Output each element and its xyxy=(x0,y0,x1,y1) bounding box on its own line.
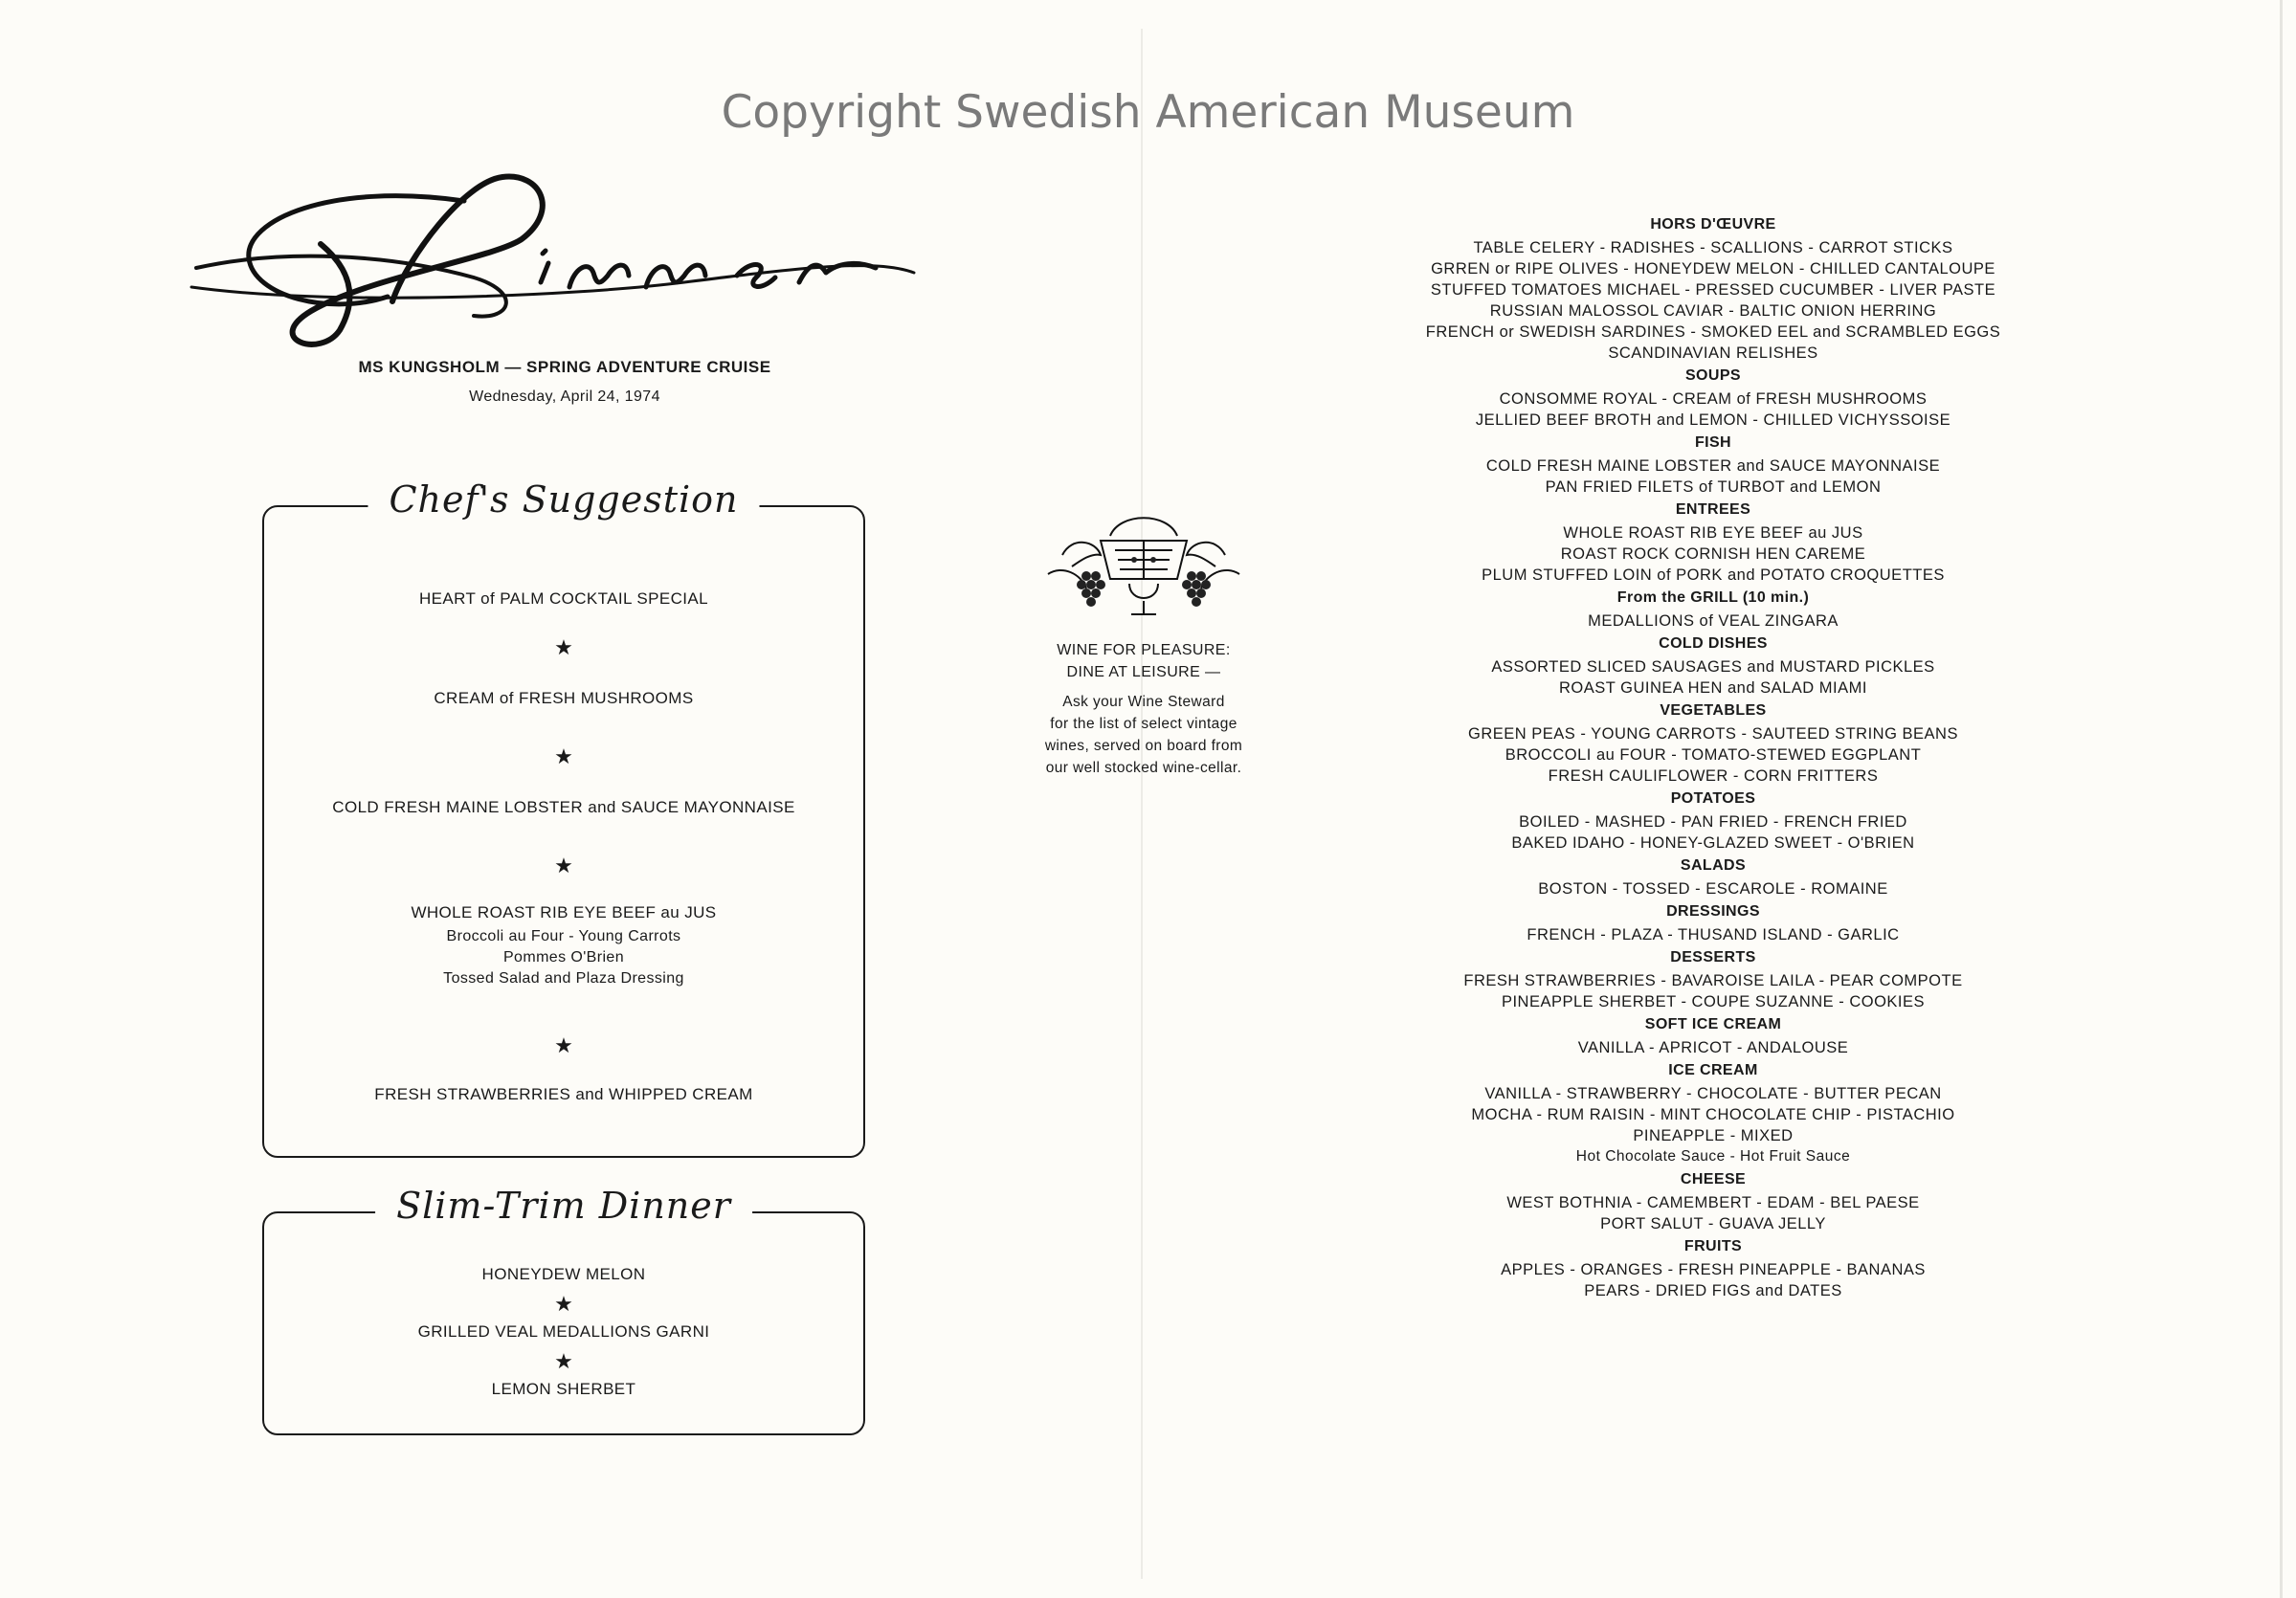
chefs-suggestion-box xyxy=(262,478,865,1158)
paper-edge xyxy=(2280,0,2283,1598)
menu-section xyxy=(1388,1234,2039,1301)
page-fold xyxy=(1141,29,1143,1579)
chefs-suggestion-title: Chef's Suggestion xyxy=(368,478,759,521)
chef-course-fish: COLD FRESH MAINE LOBSTER and SAUCE MAYONNAISE xyxy=(332,798,795,816)
menu-item-line: BOSTON - TOSSED - ESCAROLE - ROMAINE xyxy=(1538,880,1888,898)
star-icon: ★ xyxy=(554,1292,573,1316)
menu-date: Wednesday, April 24, 1974 xyxy=(469,388,660,405)
menu-item-line: BOILED - MASHED - PAN FRIED - FRENCH FRIED xyxy=(1519,813,1907,831)
menu-item-line: PINEAPPLE - MIXED xyxy=(1633,1127,1794,1144)
menu-item-line: Hot Chocolate Sauce - Hot Fruit Sauce xyxy=(1575,1148,1851,1165)
menu-item-line: ROAST GUINEA HEN and SALAD MIAMI xyxy=(1559,679,1867,697)
menu-section-heading: HORS D'ŒUVRE xyxy=(1650,216,1776,233)
menu-item-line: BROCCOLI au FOUR - TOMATO-STEWED EGGPLANT xyxy=(1505,746,1922,764)
wine-heading-line: WINE FOR PLEASURE: xyxy=(1057,642,1231,658)
menu-item-line: PAN FRIED FILETS of TURBOT and LEMON xyxy=(1545,478,1882,496)
menu-section xyxy=(1388,498,2039,586)
menu-section xyxy=(1388,787,2039,854)
slim-trim-box xyxy=(262,1185,865,1435)
wine-note-line: for the list of select vintage xyxy=(1050,716,1237,732)
chef-course-appetizer: HEART of PALM COCKTAIL SPECIAL xyxy=(418,589,709,608)
menu-item-line: ASSORTED SLICED SAUSAGES and MUSTARD PICKLES xyxy=(1491,658,1935,676)
wine-note-line: Ask your Wine Steward xyxy=(1062,694,1225,710)
menu-item-line: VANILLA - STRAWBERRY - CHOCOLATE - BUTTER PECAN xyxy=(1484,1085,1942,1102)
a-la-carte-menu xyxy=(1388,212,2039,1301)
slim-course-starter: HONEYDEW MELON xyxy=(481,1265,646,1283)
menu-item-line: ROAST ROCK CORNISH HEN CAREME xyxy=(1560,545,1866,563)
chef-course-soup: CREAM of FRESH MUSHROOMS xyxy=(434,689,694,707)
menu-item-line: PINEAPPLE SHERBET - COUPE SUZANNE - COOKIES xyxy=(1501,993,1926,1010)
menu-item-line: GRREN or RIPE OLIVES - HONEYDEW MELON - CHILLED CANTALOUPE xyxy=(1431,260,1995,277)
menu-item-line: WEST BOTHNIA - CAMEMBERT - EDAM - BEL PAESE xyxy=(1506,1194,1920,1211)
slim-course-main: GRILLED VEAL MEDALLIONS GARNI xyxy=(417,1322,710,1341)
menu-section-heading: VEGETABLES xyxy=(1660,702,1767,719)
menu-item-line: FRESH CAULIFLOWER - CORN FRITTERS xyxy=(1548,767,1879,785)
menu-item-line: COLD FRESH MAINE LOBSTER and SAUCE MAYONNAISE xyxy=(1485,457,1941,475)
menu-section-heading: CHEESE xyxy=(1680,1171,1747,1187)
menu-item-line: FRENCH or SWEDISH SARDINES - SMOKED EEL and SCRAMBLED EGGS xyxy=(1425,323,2001,341)
menu-section-heading: From the GRILL (10 min.) xyxy=(1616,589,1810,606)
menu-item-line: JELLIED BEEF BROTH and LEMON - CHILLED VICHYSSOISE xyxy=(1475,411,1951,429)
star-icon: ★ xyxy=(554,635,573,659)
menu-section-heading: FRUITS xyxy=(1683,1238,1743,1254)
wine-heading-line: DINE AT LEISURE — xyxy=(1066,664,1221,680)
menu-section-heading: POTATOES xyxy=(1670,790,1756,807)
menu-section-heading: SOUPS xyxy=(1684,367,1741,384)
chef-course-main: WHOLE ROAST RIB EYE BEEF au JUS xyxy=(411,903,717,921)
menu-item-line: MEDALLIONS of VEAL ZINGARA xyxy=(1588,612,1839,630)
menu-section xyxy=(1388,699,2039,787)
star-icon: ★ xyxy=(554,1033,573,1057)
menu-item-line: SCANDINAVIAN RELISHES xyxy=(1608,344,1818,362)
wine-note-line: our well stocked wine-cellar. xyxy=(1045,760,1242,776)
menu-item-line: STUFFED TOMATOES MICHAEL - PRESSED CUCUMBER - LIVER PASTE xyxy=(1430,281,1996,299)
menu-section xyxy=(1388,1167,2039,1234)
menu-section xyxy=(1388,364,2039,431)
menu-item-line: BAKED IDAHO - HONEY-GLAZED SWEET - O'BRIEN xyxy=(1511,834,1915,852)
menu-section-heading: FISH xyxy=(1694,434,1732,451)
menu-section-heading: ENTREES xyxy=(1675,501,1751,518)
menu-item-line: PLUM STUFFED LOIN of PORK and POTATO CROQUETTES xyxy=(1482,566,1945,584)
grape-basket-icon xyxy=(1043,507,1244,622)
slim-trim-title: Slim-Trim Dinner xyxy=(375,1185,752,1227)
wine-note-line: wines, served on board from xyxy=(1044,738,1243,754)
menu-section xyxy=(1388,945,2039,1012)
menu-item-line: GREEN PEAS - YOUNG CARROTS - SAUTEED STRING BEANS xyxy=(1468,725,1958,743)
menu-section-heading: DRESSINGS xyxy=(1666,903,1760,920)
star-icon: ★ xyxy=(554,854,573,877)
menu-item-line: RUSSIAN MALOSSOL CAVIAR - BALTIC ONION HERRING xyxy=(1489,302,1937,320)
menu-section xyxy=(1388,899,2039,945)
menu-section xyxy=(1388,854,2039,899)
menu-section-heading: ICE CREAM xyxy=(1668,1062,1758,1078)
menu-item-line: FRENCH - PLAZA - THUSAND ISLAND - GARLIC xyxy=(1527,926,1900,943)
menu-item-line: MOCHA - RUM RAISIN - MINT CHOCOLATE CHIP - PISTACHIO xyxy=(1471,1106,1955,1123)
chef-course-dessert: FRESH STRAWBERRIES and WHIPPED CREAM xyxy=(374,1085,753,1103)
chef-main-side: Tossed Salad and Plaza Dressing xyxy=(443,970,684,987)
menu-section-heading: COLD DISHES xyxy=(1659,635,1768,652)
menu-section xyxy=(1388,212,2039,364)
menu-section xyxy=(1388,586,2039,632)
menu-section xyxy=(1388,431,2039,498)
slim-course-dessert: LEMON SHERBET xyxy=(491,1380,636,1398)
menu-section-heading: SOFT ICE CREAM xyxy=(1644,1016,1782,1032)
copyright-watermark: Copyright Swedish American Museum xyxy=(721,86,1575,139)
menu-item-line: TABLE CELERY - RADISHES - SCALLIONS - CARROT STICKS xyxy=(1473,239,1953,256)
wine-heading xyxy=(976,639,1311,683)
chef-main-side: Broccoli au Four - Young Carrots xyxy=(446,928,681,944)
menu-section xyxy=(1388,1012,2039,1058)
cruise-subtitle: MS KUNGSHOLM — SPRING ADVENTURE CRUISE xyxy=(358,358,771,376)
menu-item-line: APPLES - ORANGES - FRESH PINEAPPLE - BANANAS xyxy=(1501,1261,1926,1278)
star-icon: ★ xyxy=(554,744,573,768)
menu-section-heading: DESSERTS xyxy=(1670,949,1756,965)
wine-note xyxy=(976,691,1311,779)
star-icon: ★ xyxy=(554,1349,573,1373)
menu-item-line: WHOLE ROAST RIB EYE BEEF au JUS xyxy=(1563,524,1863,542)
menu-item-line: CONSOMME ROYAL - CREAM of FRESH MUSHROOMS xyxy=(1499,390,1928,408)
menu-item-line: PEARS - DRIED FIGS and DATES xyxy=(1584,1282,1842,1299)
menu-section xyxy=(1388,632,2039,699)
menu-section-heading: SALADS xyxy=(1680,857,1747,874)
dinner-script-title xyxy=(187,153,933,354)
chef-main-side: Pommes O'Brien xyxy=(502,949,625,965)
menu-item-line: VANILLA - APRICOT - ANDALOUSE xyxy=(1577,1039,1849,1056)
menu-item-line: PORT SALUT - GUAVA JELLY xyxy=(1600,1215,1826,1232)
menu-item-line: FRESH STRAWBERRIES - BAVAROISE LAILA - PEAR COMPOTE xyxy=(1463,972,1963,989)
menu-section xyxy=(1388,1058,2039,1167)
